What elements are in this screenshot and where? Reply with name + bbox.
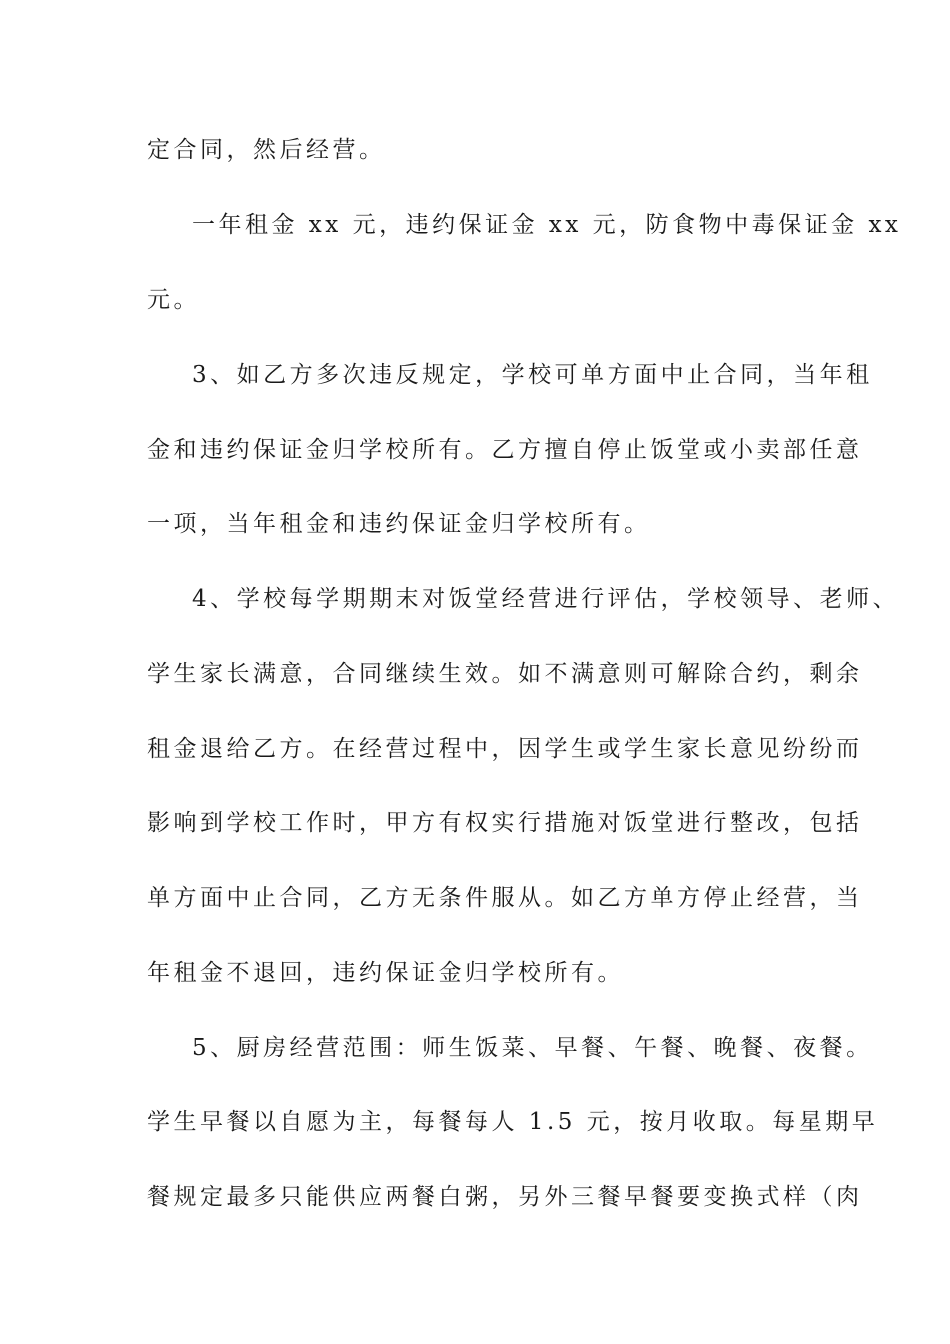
text-line-14: 学生早餐以自愿为主，每餐每人 1.5 元，按月收取。每星期早 [147,1109,879,1135]
text-line-15: 餐规定最多只能供应两餐白粥，另外三餐早餐要变换式样（肉 [147,1184,863,1210]
text-line-8: 学生家长满意，合同继续生效。如不满意则可解除合约，剩余 [147,661,863,687]
text-line-1: 定合同，然后经营。 [147,137,386,163]
text-line-11: 单方面中止合同，乙方无条件服从。如乙方单方停止经营，当 [147,885,863,911]
text-line-5: 金和违约保证金归学校所有。乙方擅自停止饭堂或小卖部任意 [147,437,863,463]
text-line-3: 元。 [147,287,200,313]
text-line-10: 影响到学校工作时，甲方有权实行措施对饭堂进行整改，包括 [147,810,863,836]
text-line-12: 年租金不退回，违约保证金归学校所有。 [147,960,624,986]
text-line-9: 租金退给乙方。在经营过程中，因学生或学生家长意见纷纷而 [147,736,863,762]
text-line-6: 一项，当年租金和违约保证金归学校所有。 [147,511,651,537]
text-line-13: 5、厨房经营范围：师生饭菜、早餐、午餐、晚餐、夜餐。 [192,1035,873,1061]
text-line-2: 一年租金 xx 元，违约保证金 xx 元，防食物中毒保证金 xx [192,212,902,238]
text-line-7: 4、学校每学期期末对饭堂经营进行评估，学校领导、老师、 [192,586,900,612]
text-line-4: 3、如乙方多次违反规定，学校可单方面中止合同，当年租 [192,362,873,388]
